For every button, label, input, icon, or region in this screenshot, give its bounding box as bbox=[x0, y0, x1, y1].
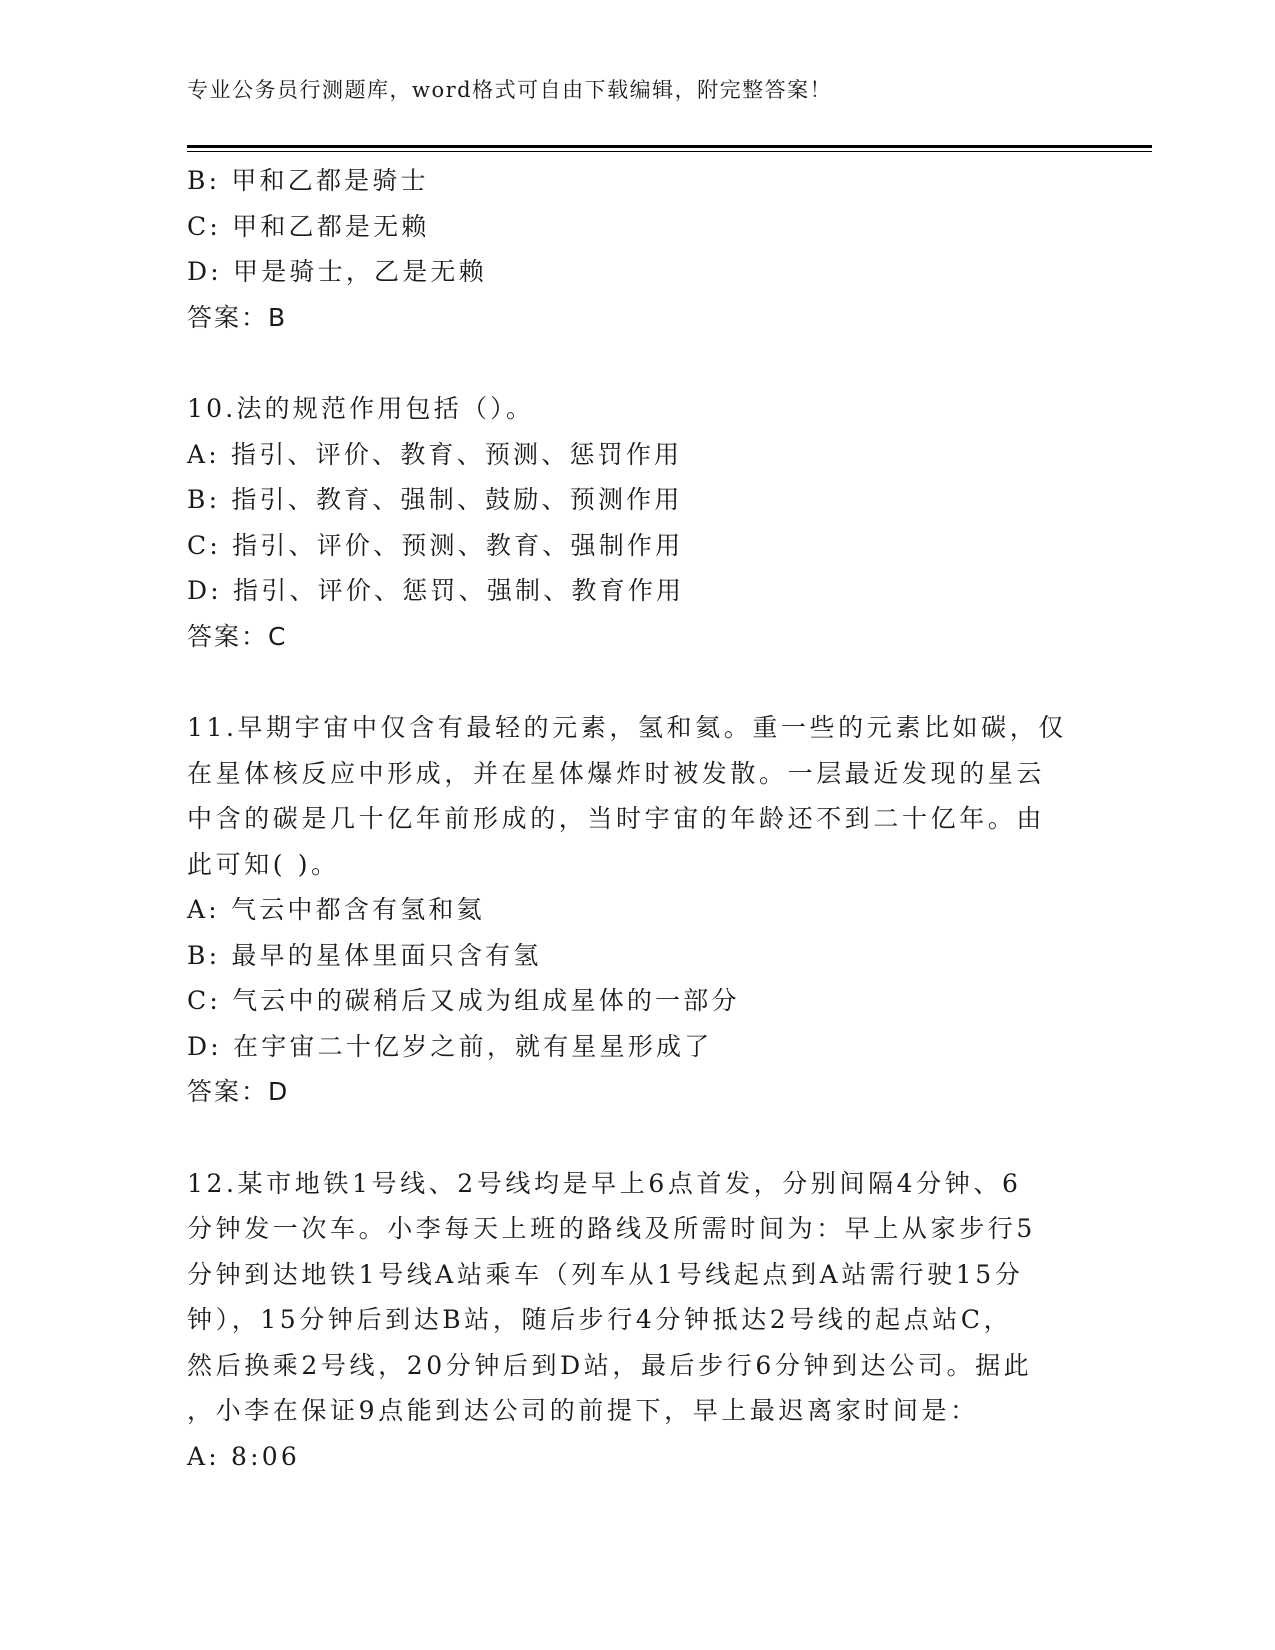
answer-label: 答案：B bbox=[187, 302, 288, 332]
header-rule-thick bbox=[187, 145, 1152, 148]
option-a: A: 指引、评价、教育、预测、惩罚作用 bbox=[187, 439, 683, 469]
question-12 bbox=[187, 1161, 1087, 1480]
answer-label: 答案：D bbox=[187, 1077, 290, 1106]
option-c: C: 气云中的碳稍后又成为组成星体的一部分 bbox=[187, 986, 740, 1015]
question-9-tail bbox=[187, 158, 1087, 340]
question-stem-line: 11.早期宇宙中仅含有最轻的元素，氢和氦。重一些的元素比如碳，仅 bbox=[187, 713, 1067, 742]
question-stem-line: 分钟到达地铁1号线A站乘车（列车从1号线起点到A站需行驶15分 bbox=[187, 1259, 1024, 1289]
option-d: D: 在宇宙二十亿岁之前，就有星星形成了 bbox=[187, 1031, 713, 1061]
answer-label: 答案：C bbox=[187, 621, 288, 651]
option-c: C: 指引、评价、预测、教育、强制作用 bbox=[187, 530, 684, 560]
question-stem-line: 钟），15分钟后到达B站，随后步行4分钟抵达2号线的起点站C， bbox=[187, 1305, 1013, 1334]
question-stem-line: 在星体核反应中形成，并在星体爆炸时被发散。一层最近发现的星云 bbox=[187, 758, 1046, 788]
question-stem-line: 中含的碳是几十亿年前形成的，当时宇宙的年龄还不到二十亿年。由 bbox=[187, 804, 1046, 833]
question-stem-line: ，小李在保证9点能到达公司的前提下，早上最迟离家时间是： bbox=[187, 1396, 979, 1425]
question-stem: 10.法的规范作用包括（）。 bbox=[187, 394, 535, 423]
question-stem-line: 此可知( )。 bbox=[187, 849, 340, 879]
option-a: A: 气云中都含有氢和氦 bbox=[187, 895, 485, 924]
question-stem-line: 12.某市地铁1号线、2号线均是早上6点首发，分别间隔4分钟、6 bbox=[187, 1168, 1022, 1198]
spacer bbox=[187, 659, 1087, 705]
option-b: B: 指引、教育、强制、鼓励、预测作用 bbox=[187, 485, 683, 514]
option-d: D: 甲是骑士，乙是无赖 bbox=[187, 257, 487, 286]
option-c: C: 甲和乙都是无赖 bbox=[187, 211, 430, 241]
spacer bbox=[187, 1115, 1087, 1161]
page-header: 专业公务员行测题库，word格式可自由下载编辑，附完整答案！ bbox=[187, 78, 833, 102]
question-10 bbox=[187, 386, 1087, 659]
spacer bbox=[187, 340, 1087, 386]
option-b: B: 甲和乙都是骑士 bbox=[187, 166, 429, 195]
question-11 bbox=[187, 705, 1087, 1115]
option-b: B: 最早的星体里面只含有氢 bbox=[187, 940, 542, 970]
header-rule-thin bbox=[187, 151, 1152, 152]
option-a: A: 8:06 bbox=[187, 1441, 300, 1471]
option-d: D: 指引、评价、惩罚、强制、教育作用 bbox=[187, 576, 685, 605]
question-stem-line: 然后换乘2号线，20分钟后到D站，最后步行6分钟到达公司。据此 bbox=[187, 1350, 1033, 1380]
question-content bbox=[187, 158, 1087, 1479]
question-stem-line: 分钟发一次车。小李每天上班的路线及所需时间为：早上从家步行5 bbox=[187, 1214, 1036, 1243]
